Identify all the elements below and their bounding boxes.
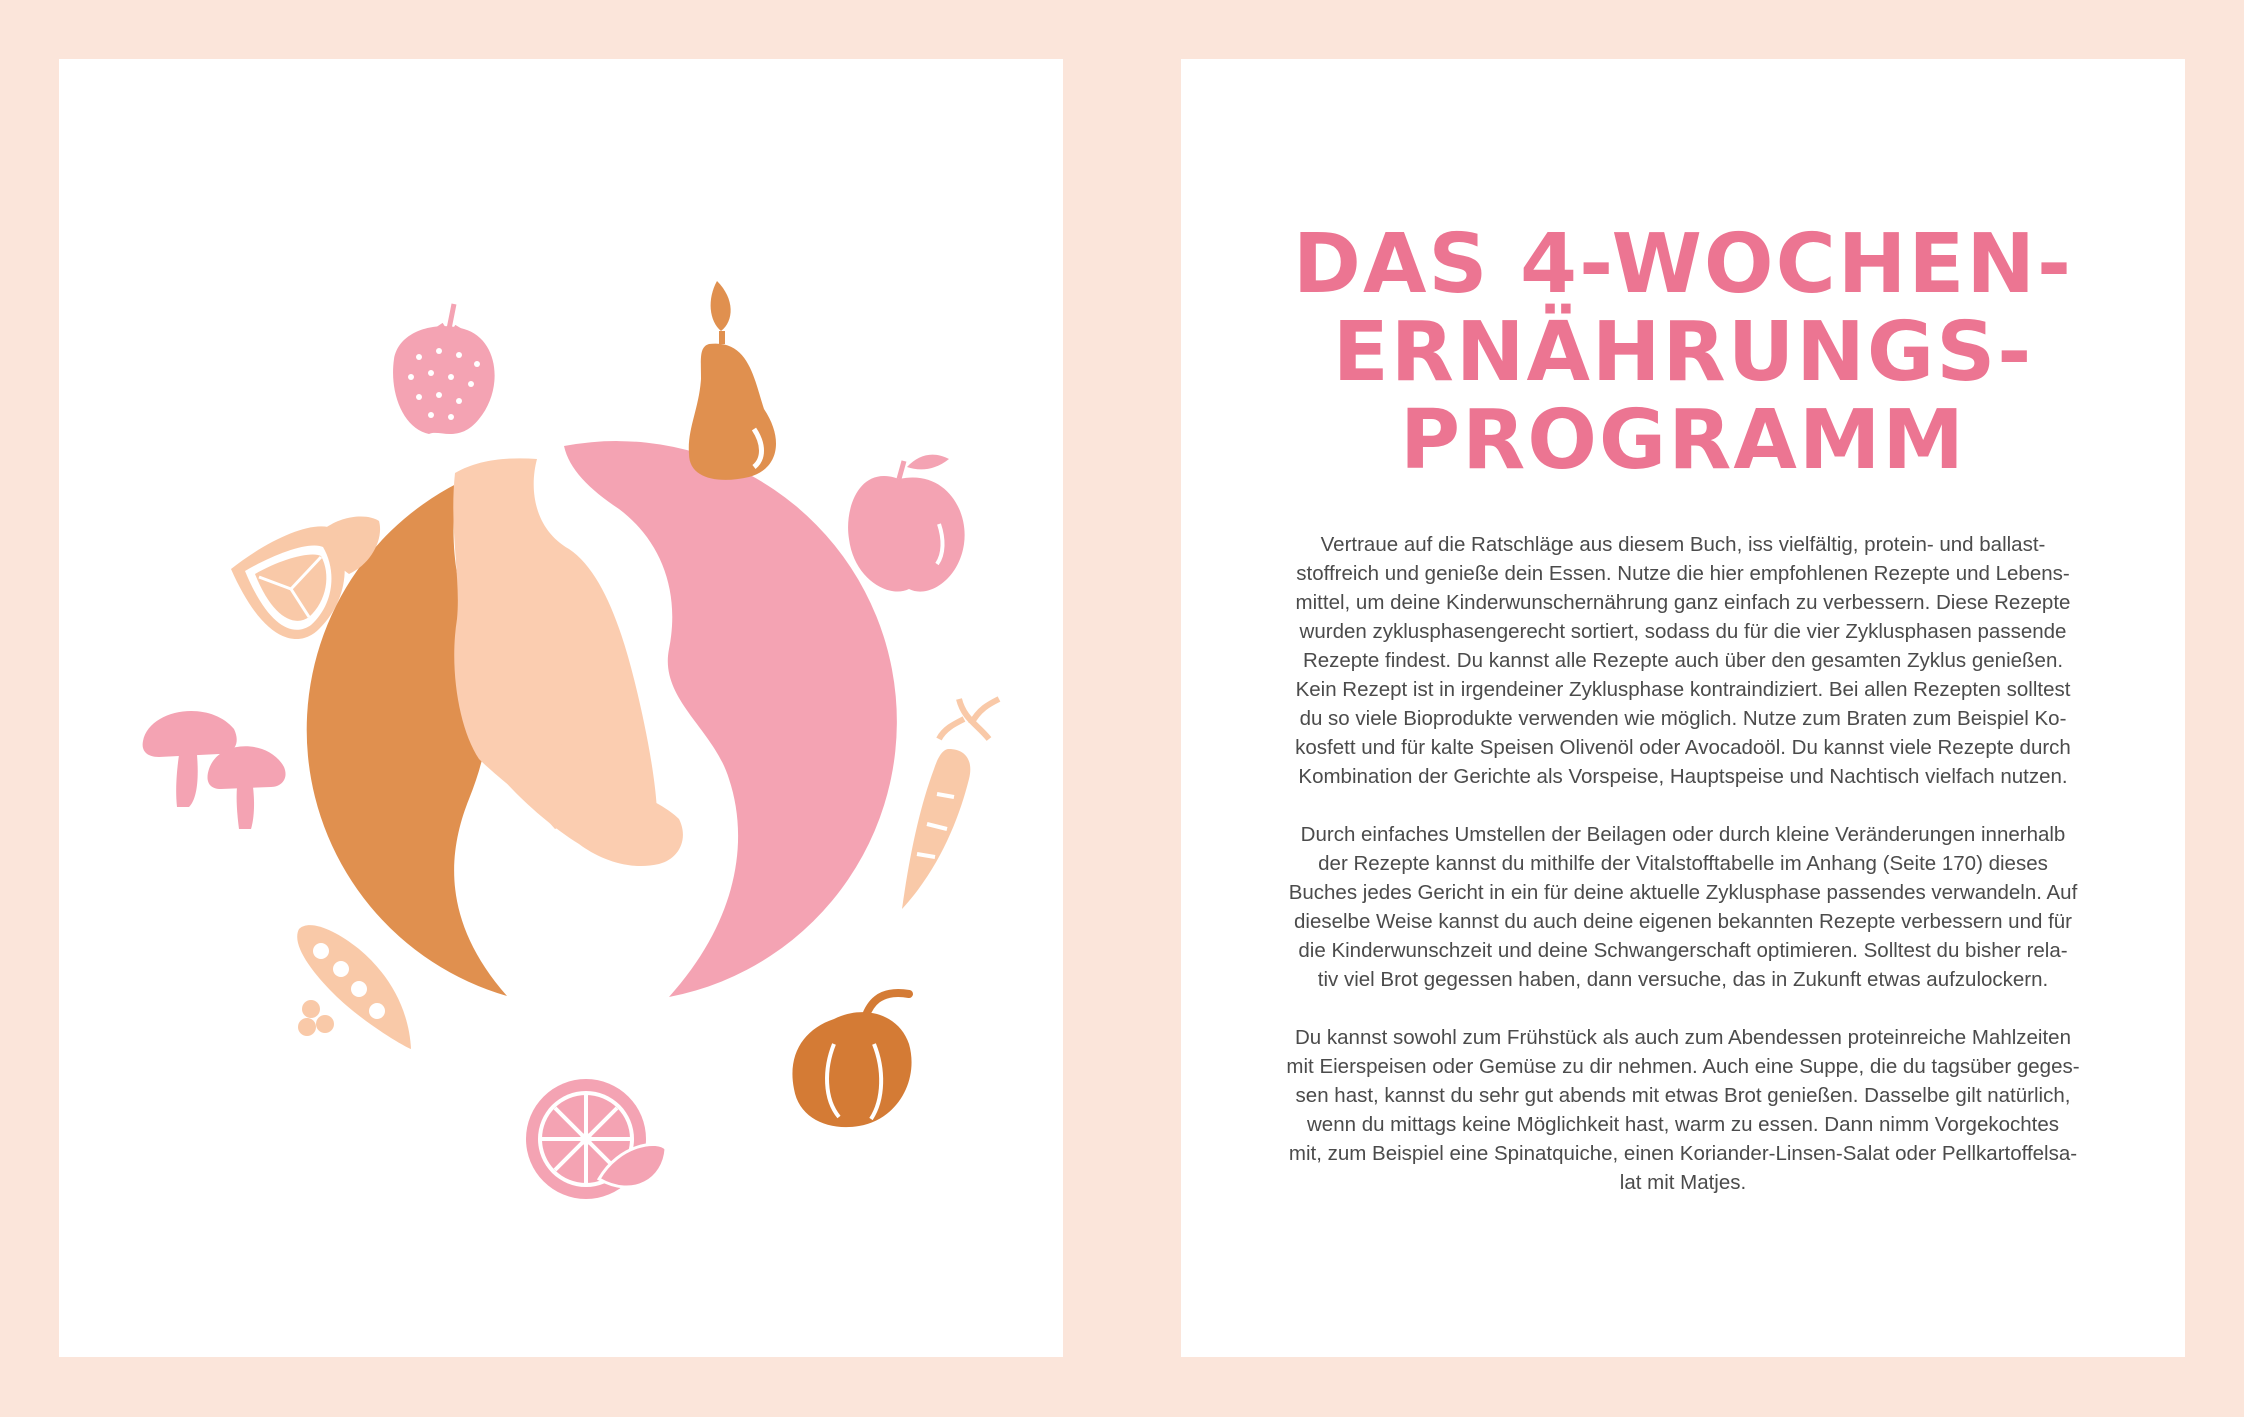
title-line: PROGRAMM — [1399, 393, 1967, 488]
text-line: Du kannst sowohl zum Frühstück als auch zum Abendessen proteinreiche Mahlzeiten — [1295, 1026, 2071, 1049]
pear-icon — [689, 281, 776, 480]
text-line: Vertraue auf die Ratschläge aus diesem Buch, iss vielfältig, protein- und ballast- — [1320, 533, 2046, 556]
paragraph — [1247, 1023, 2119, 1197]
title-line: ERNÄHRUNGS- — [1332, 305, 2034, 400]
text-line: dieselbe Weise kannst du auch deine eigenen bekannten Rezepte verbessern und für — [1293, 910, 2073, 933]
text-line: Rezepte findest. Du kannst alle Rezepte auch über den gesamten Zyklus genießen. — [1302, 649, 2064, 672]
text-line: wenn du mittags keine Möglichkeit hast, warm zu essen. Dann nimm Vorgekochtes — [1306, 1113, 2060, 1136]
text-line: du so viele Bioprodukte verwenden wie möglich. Nutze zum Braten zum Beispiel Ko- — [1299, 707, 2067, 730]
grapefruit-icon — [526, 1079, 666, 1199]
apple-icon — [848, 455, 965, 592]
pepper-icon — [792, 993, 911, 1127]
paragraph — [1247, 820, 2119, 994]
carrot-icon — [902, 699, 999, 909]
title-line: DAS 4-WOCHEN- — [1292, 217, 2074, 312]
text-line: Kein Rezept ist in irgendeiner Zyklusphase kontraindiziert. Bei allen Rezepten solltest — [1295, 678, 2071, 701]
text-line: der Rezepte kannst du mithilfe der Vitalstofftabelle im Anhang (Seite 170) dieses — [1318, 852, 2048, 875]
strawberry-icon — [393, 304, 495, 434]
body-text — [1247, 530, 2119, 1226]
text-line: tiv viel Brot gegessen haben, dann versuche, das in Zukunft etwas aufzulockern. — [1317, 968, 2049, 991]
text-line: mit, zum Beispiel eine Spinatquiche, einen Koriander-Linsen-Salat oder Pellkartoffelsa- — [1288, 1142, 2078, 1165]
text-line: Durch einfaches Umstellen der Beilagen oder durch kleine Veränderungen innerhalb — [1300, 823, 2066, 846]
text-line: mit Eierspeisen oder Gemüse zu dir nehmen. Auch eine Suppe, die du tagsüber geges- — [1286, 1055, 2080, 1078]
text-line: kosfett und für kalte Speisen Olivenöl oder Avocadoöl. Du kannst viele Rezepte durch — [1295, 736, 2071, 759]
text-line: die Kinderwunschzeit und deine Schwangerschaft optimieren. Solltest du bisher rela- — [1298, 939, 2068, 962]
left-page — [59, 59, 1063, 1357]
paragraph — [1247, 530, 2119, 791]
peapod-icon — [297, 925, 411, 1049]
text-line: Buches jedes Gericht in ein für deine aktuelle Zyklusphase passendes verwandeln. Auf — [1288, 881, 2078, 904]
text-line: Kombination der Gerichte als Vorspeise, Hauptspeise und Nachtisch vielfach nutzen. — [1298, 765, 2068, 788]
right-page — [1181, 59, 2185, 1357]
pregnancy-nutrition-illustration — [59, 59, 1063, 1357]
text-line: stoffreich und genieße dein Essen. Nutze die hier empfohlenen Rezepte und Lebens- — [1296, 562, 2070, 585]
mushroom-icon — [143, 711, 286, 829]
text-line: mittel, um deine Kinderwunschernährung ganz einfach zu verbessern. Diese Rezepte — [1295, 591, 2071, 614]
page-title — [1181, 217, 2185, 488]
text-line: wurden zyklusphasengerecht sortiert, sodass du für die vier Zyklusphasen passende — [1299, 620, 2067, 643]
text-line: sen hast, kannst du sehr gut abends mit etwas Brot genießen. Dasselbe gilt natürlich, — [1295, 1084, 2071, 1107]
text-line: lat mit Matjes. — [1619, 1171, 1747, 1194]
circle-figure — [307, 441, 897, 997]
